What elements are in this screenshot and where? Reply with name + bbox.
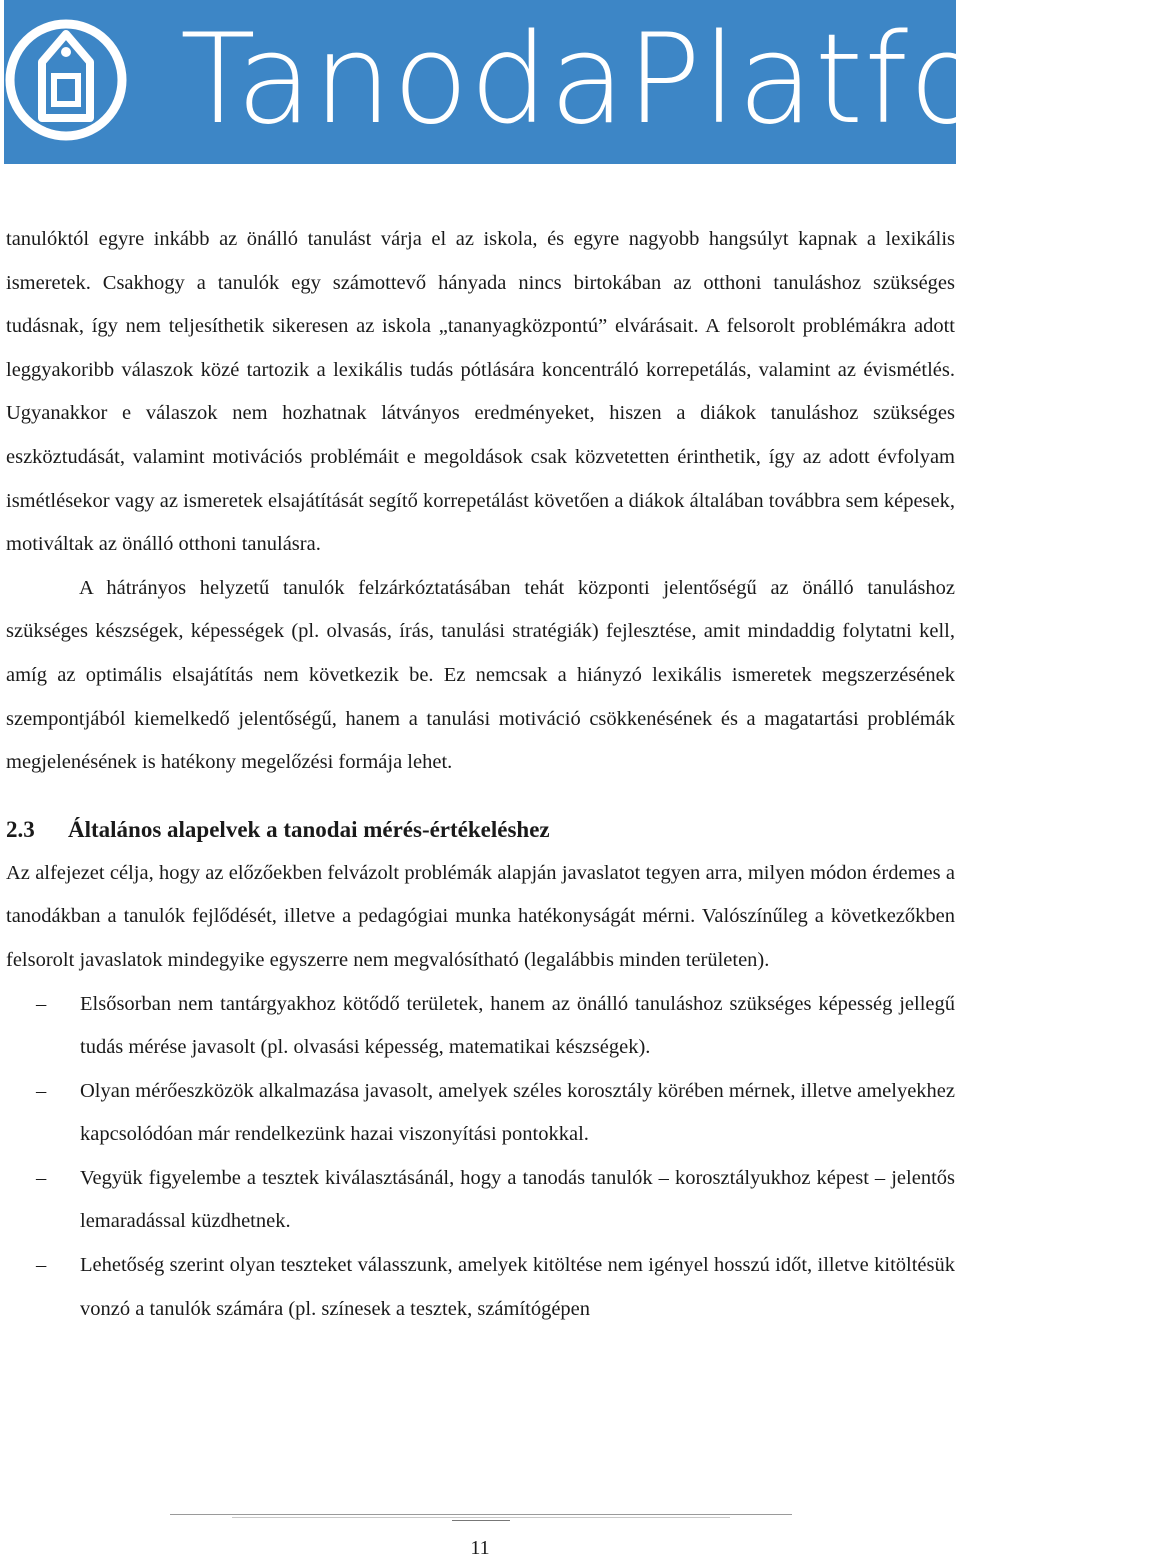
list-item: – Lehetőség szerint olyan teszteket válasszunk, amelyek kitöltése nem igényel hosszú időt, illetve kitöltésük vonzó a tanulók számára (pl. színesek a tesztek, számítógépen xyxy=(6,1244,955,1331)
list-item: – Elsősorban nem tantárgyakhoz kötődő területek, hanem az önálló tanuláshoz szükséges képesség jellegű tudás mérése javasolt (pl. olvasási képesség, matematikai készségek). xyxy=(6,983,955,1070)
section-heading xyxy=(6,807,955,852)
paragraph-2: A hátrányos helyzetű tanulók felzárkóztatásában tehát központi jelentőségű az önálló tanuláshoz szükséges készségek, képességek (pl. olvasás, írás, tanulási stratégiák) fejlesztése, amit mindaddig folytatni kell, amíg az optimális elsajátítás nem következik be. Ez nemcsak a hiányzó lexikális ismeretek megszerzésének szempontjából kiemelkedő jelentőségű, hanem a tanulási motiváció csökkenésének és a magatartási problémák megjelenésének is hatékony megelőzési formája lehet. xyxy=(6,576,955,774)
dash-bullet: – xyxy=(36,992,47,1015)
dash-bullet: – xyxy=(36,1079,47,1102)
footer-rule xyxy=(170,1514,792,1515)
tanoda-house-logo-icon xyxy=(4,0,184,164)
section-title: Általános alapelvek a tanodai mérés-értékeléshez xyxy=(68,816,550,842)
recommendation-list xyxy=(6,983,955,1332)
page-number: 11 xyxy=(470,1537,490,1559)
section-number: 2.3 xyxy=(6,816,35,842)
list-item: – Olyan mérőeszközök alkalmazása javasolt, amelyek széles korosztály körében mérnek, illetve amelyekhez kapcsolódóan már rendelkezünk hazai viszonyítási pontokkal. xyxy=(6,1070,955,1157)
dash-bullet: – xyxy=(36,1166,47,1189)
paragraph-1: tanulóktól egyre inkább az önálló tanulást várja el az iskola, és egyre nagyobb hangsúlyt kapnak a lexikális ismeretek. Csakhogy a tanulók egy számottevő hányada nincs birtokában az otthoni tanuláshoz szükséges tudásnak, így nem teljesíthetik sikeresen az iskola „tananyagközpontú” elvárásait. A felsorolt problémákra adott leggyakoribb válaszok közé tartozik a lexikális tudás pótlására koncentráló korrepetálás, valamint az évismétlés. Ugyanakkor e válaszok nem hozhatnak látványos eredményeket, hiszen a diákok tanuláshoz szükséges eszköztudását, valamint motivációs problémáit e megoldások csak közvetetten érinthetik, így az adott évfolyam ismétlésekor vagy az ismeretek elsajátítását segítő korrepetálást követően a diákok általában továbbra sem képesek, motiváltak az önálló otthoni tanulásra. xyxy=(6,228,955,556)
list-item: – Vegyük figyelembe a tesztek kiválasztásánál, hogy a tanodás tanulók – korosztályukhoz képest – jelentős lemaradással küzdhetnek. xyxy=(6,1157,955,1244)
dash-bullet: – xyxy=(36,1254,47,1277)
header-banner xyxy=(4,0,1157,164)
footer-rule-secondary xyxy=(232,1517,730,1518)
section-intro: Az alfejezet célja, hogy az előzőekben felvázolt problémák alapján javaslatot tegyen arra, milyen módon érdemes a tanodákban a tanulók fejlődését, illetve a pedagógiai munka hatékonyságát mérni. Valószínűleg a következőkben felsorolt javaslatok mindegyike egyszerre nem megvalósítható (legalábbis minden területen). xyxy=(6,861,955,971)
page-number-rule xyxy=(452,1520,510,1521)
logo-wordmark: TanodaPlatform xyxy=(180,8,1157,152)
document-body xyxy=(6,218,955,1331)
